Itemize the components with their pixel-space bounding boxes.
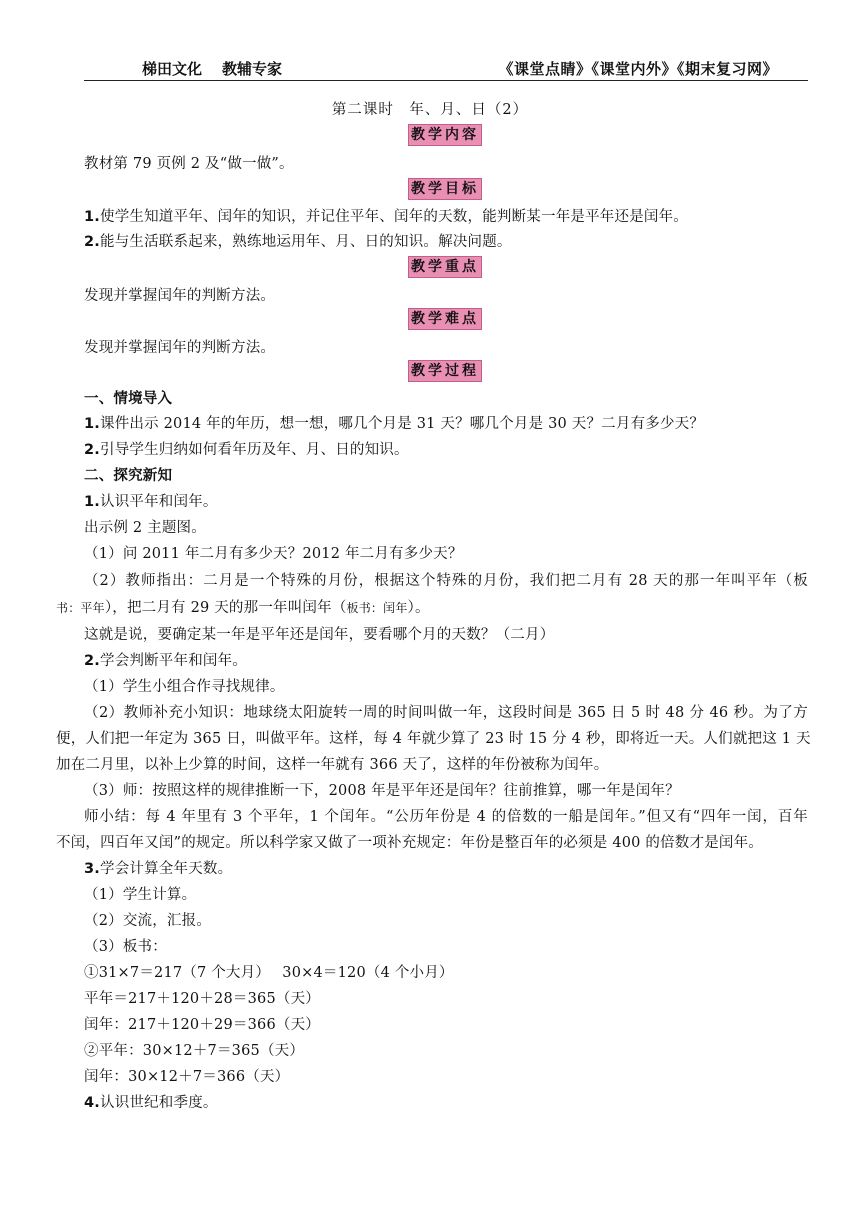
process-2-1-c2: [56, 596, 780, 617]
process-2-2-b1: （2）教师补充小知识：地球绕太阳旋转一周的时间叫做一年，这段时间是 365 日 5 时 48 分 46 秒。为了方: [84, 705, 808, 721]
lesson-title: 第二课时 年、月、日（2）: [331, 102, 529, 118]
process-2-2-b3: 加在二月里，以补上少算的时间，这样一年就有 366 天了，这样的年份被称为闰年。: [56, 757, 609, 773]
process-2-4-number: 4.: [84, 1095, 100, 1111]
goal-1-number: 1.: [84, 209, 100, 225]
process-2-1-a: 出示例 2 主题图。: [84, 520, 206, 536]
process-1-2-text: 引导学生归纳如何看年历及年、月、日的知识。: [100, 442, 409, 458]
calc-1a: ①31×7＝217（7 个大月） 30×4＝120（4 个小月）: [84, 965, 454, 981]
process-1-1-text: 课件出示 2014 年的年历，想一想，哪几个月是 31 天？哪几个月是 30 天？二月有多少天？: [100, 416, 705, 432]
process-2-4: [84, 1091, 808, 1112]
process-1-1-number: 1.: [84, 416, 100, 432]
process-2-2-a: （1）学生小组合作寻找规律。: [84, 679, 285, 695]
process-2-3-number: 3.: [84, 861, 100, 877]
calc-2a: ②平年：30×12＋7＝365（天）: [84, 1043, 305, 1059]
calc-1c: 闰年：217＋120＋29＝366（天）: [84, 1017, 320, 1033]
header-left: [142, 58, 282, 79]
process-2-3-b: （2）交流，汇报。: [84, 913, 212, 929]
goal-2: [84, 230, 808, 251]
process-2-2-d2: 不闰，四百年又闰”的规定。所以科学家又做了一项补充规定：年份是整百年的必须是 400 的倍数才是闰年。: [56, 835, 764, 851]
board-note-ping: 书：平年: [56, 601, 105, 615]
badge-teaching-content: 教学内容: [408, 124, 482, 146]
page-header: [84, 56, 808, 81]
process-2-1-number: 1.: [84, 494, 100, 510]
goal-1-text: 使学生知道平年、闰年的知识，并记住平年、闰年的天数，能判断某一年是平年还是闰年。: [100, 209, 688, 225]
process-2-1-c1: （2）教师指出：二月是一个特殊的月份，根据这个特殊的月份，我们把二月有 28 天的那一年叫平年（板: [84, 573, 808, 589]
difficulty-text: 发现并掌握闰年的判断方法。: [84, 340, 276, 356]
process-2-2: [84, 649, 808, 670]
key-point-text: 发现并掌握闰年的判断方法。: [84, 288, 276, 304]
board-note-run: 板书：闰年: [346, 601, 408, 615]
part2-heading: 二、探究新知: [84, 468, 173, 484]
process-1-2-number: 2.: [84, 442, 100, 458]
process-2-2-c: （3）师：按照这样的规律推断一下，2008 年是平年还是闰年？往前推算，哪一年是闰年？: [84, 783, 680, 799]
process-2-1-text: 认识平年和闰年。: [100, 494, 218, 510]
process-2-4-text: 认识世纪和季度。: [100, 1095, 218, 1111]
badge-teaching-process: 教学过程: [408, 360, 482, 382]
process-2-2-d1: 师小结：每 4 年里有 3 个平年，1 个闰年。“公历年份是 4 的倍数的一船是闰年。”但又有“四年一闰，百年: [84, 809, 808, 825]
process-2-1-b: （1）问 2011 年二月有多少天？2012 年二月有多少天？: [84, 546, 463, 562]
process-1-2: [84, 438, 808, 459]
calc-1b: 平年＝217＋120＋28＝365（天）: [84, 991, 320, 1007]
goal-2-number: 2.: [84, 234, 100, 250]
badge-difficulty: 教学难点: [408, 308, 482, 330]
process-2-1-c2-mid: ），把二月有 29 天的那一年叫闰年（: [104, 600, 347, 616]
process-1-1: [84, 412, 808, 433]
process-2-1-d: 这就是说，要确定某一年是平年还是闰年，要看哪个月的天数？（二月）: [84, 627, 555, 643]
process-2-3-a: （1）学生计算。: [84, 887, 197, 903]
badge-teaching-goals: 教学目标: [408, 178, 482, 200]
process-2-2-text: 学会判断平年和闰年。: [100, 653, 247, 669]
header-books: 《课堂点睛》《课堂内外》《期末复习网》: [498, 60, 778, 78]
goal-2-text: 能与生活联系起来，熟练地运用年、月、日的知识。解决问题。: [100, 234, 512, 250]
process-2-3-c: （3）板书：: [84, 939, 167, 955]
part1-heading: 一、情境导入: [84, 391, 173, 407]
badge-key-point: 教学重点: [408, 256, 482, 278]
goal-1: [84, 205, 808, 226]
process-2-1: [84, 490, 808, 511]
header-brand: 梯田文化: [142, 60, 203, 78]
calc-2b: 闰年：30×12＋7＝366（天）: [84, 1069, 290, 1085]
process-2-2-b2: 便，人们把一年定为 365 日，叫做平年。这样，每 4 年就少算了 23 时 15 分 4 秒，即将近一天。人们就把这 1 天: [56, 731, 811, 747]
process-2-3: [84, 857, 808, 878]
header-slogan: 教辅专家: [222, 60, 283, 78]
process-2-2-number: 2.: [84, 653, 100, 669]
process-2-1-c2-end: ）。: [407, 600, 430, 616]
content-text: 教材第 79 页例 2 及“做一做”。: [84, 156, 294, 172]
process-2-3-text: 学会计算全年天数。: [100, 861, 233, 877]
